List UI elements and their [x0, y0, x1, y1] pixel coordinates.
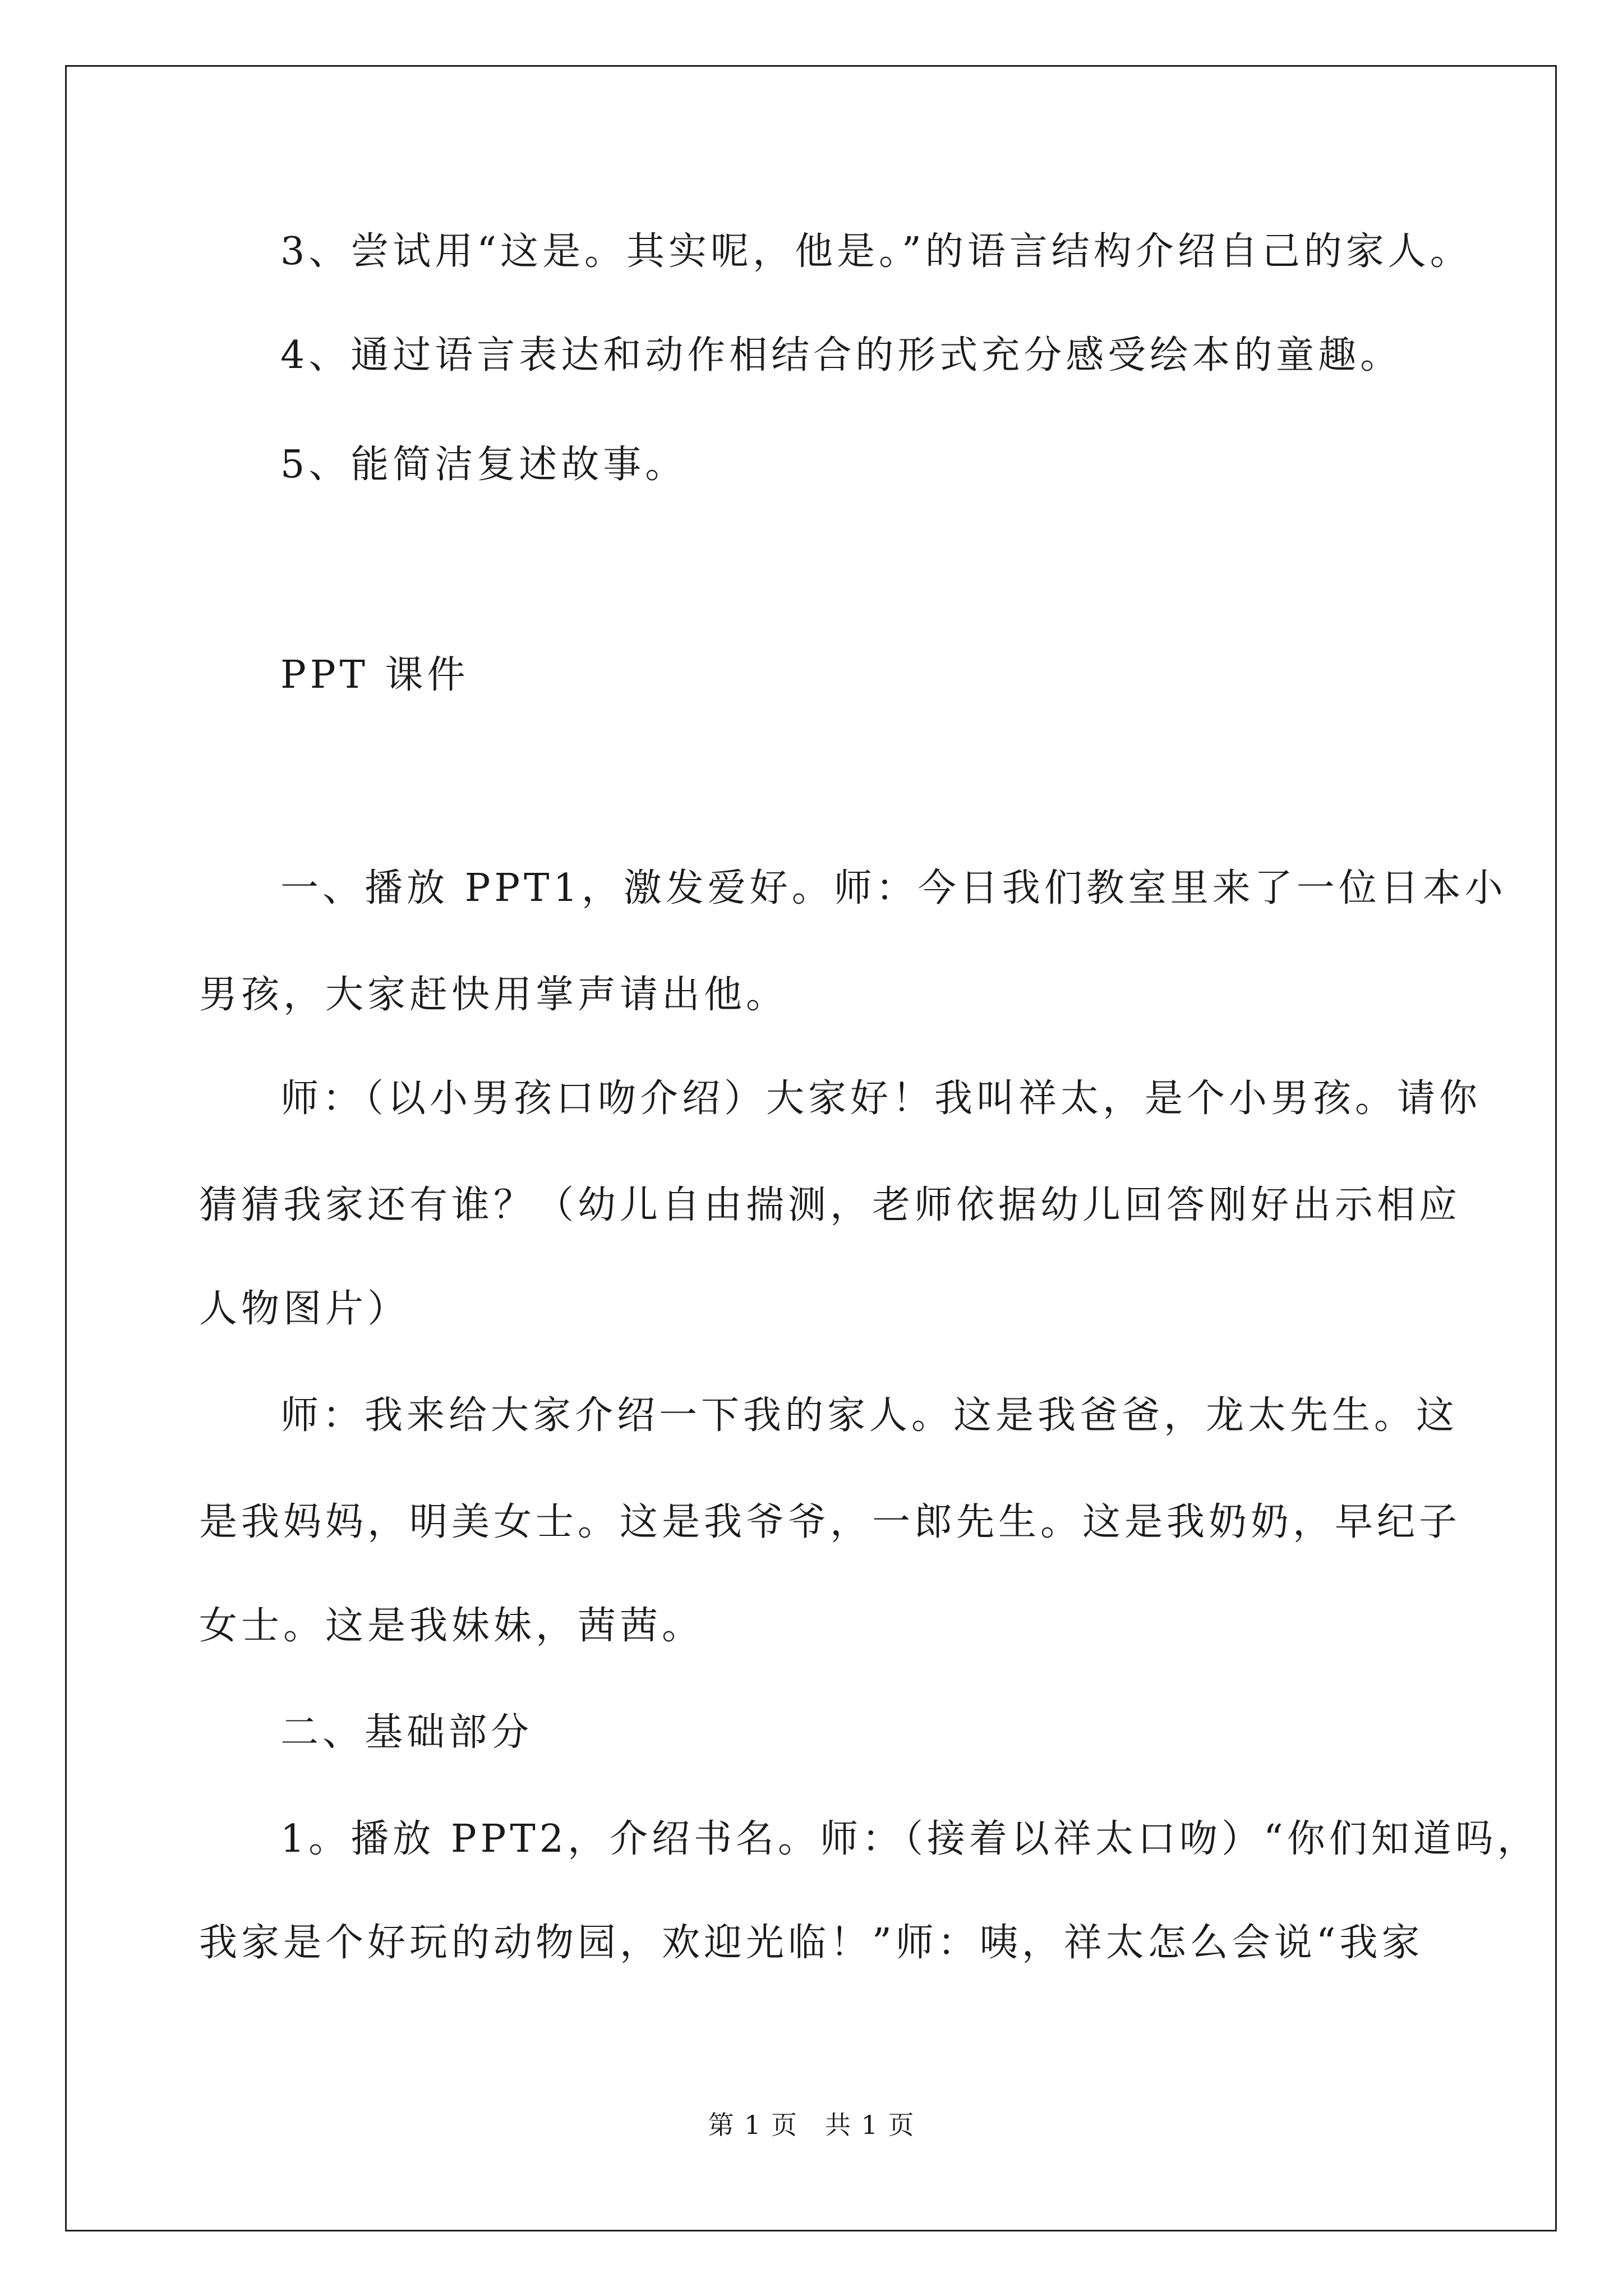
text-line: 5、能简洁复述故事。: [280, 443, 688, 487]
text-line: 1。播放 PPT2，介绍书名。师：（接着以祥太口吻）“你们知道吗，: [280, 1817, 1539, 1861]
text-line: 人物图片）: [199, 1287, 410, 1331]
text-line: 3、尝试用“这是。其实呢，他是。”的语言结构介绍自己的家人。: [280, 229, 1472, 274]
text-line: 4、通过语言表达和动作相结合的形式充分感受绘本的童趣。: [280, 333, 1403, 378]
text-line: 女士。这是我妹妹，茜茜。: [199, 1604, 704, 1648]
text-line: 是我妈妈，明美女士。这是我爷爷，一郎先生。这是我奶奶，早纪子: [199, 1500, 1461, 1544]
text-line: 师：（以小男孩口吻介绍）大家好！我叫祥太，是个小男孩。请你: [280, 1076, 1482, 1121]
page-footer: 第 1 页 共 1 页: [708, 2110, 915, 2140]
text-line: 我家是个好玩的动物园，欢迎光临！”师：咦，祥太怎么会说“我家: [199, 1921, 1424, 1965]
page-border: [65, 65, 1557, 2231]
section-heading: 二、基础部分: [280, 1710, 533, 1755]
text-line: 猜猜我家还有谁？（幼儿自由揣测，老师依据幼儿回答刚好出示相应: [199, 1183, 1461, 1227]
text-line: 师：我来给大家介绍一下我的家人。这是我爸爸，龙太先生。这: [280, 1393, 1459, 1438]
text-line: 一、播放 PPT1，激发爱好。师：今日我们教室里来了一位日本小: [280, 866, 1507, 910]
text-line: 男孩，大家赶快用掌声请出他。: [199, 973, 789, 1017]
section-heading: PPT 课件: [280, 653, 469, 697]
